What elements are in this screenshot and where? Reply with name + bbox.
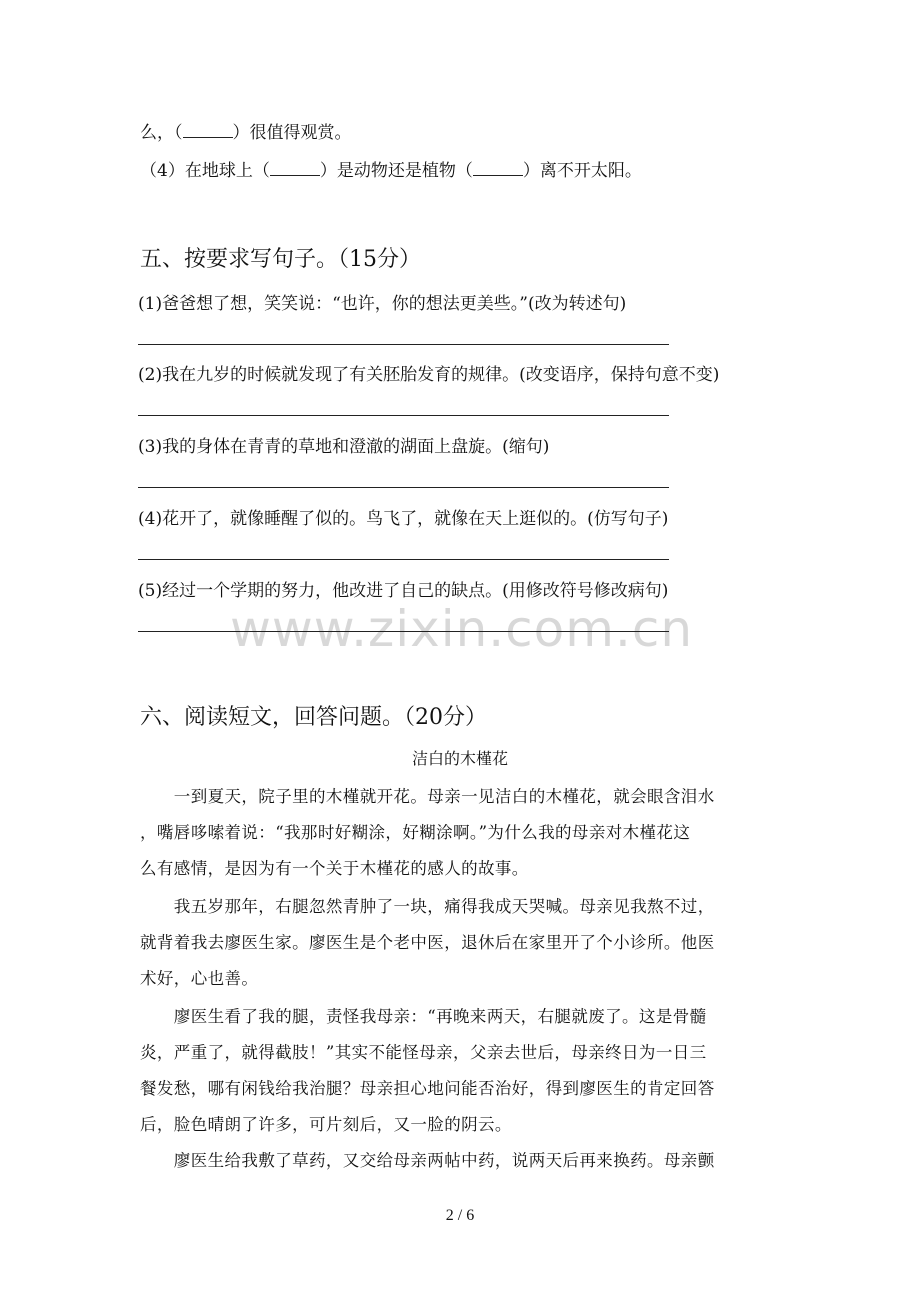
q4-line-1-pre: 么，（ xyxy=(140,123,183,143)
q4-line-2-b: ）是动物还是植物（ xyxy=(319,161,473,181)
passage-line: 廖医生看了我的腿，责怪我母亲：“再晚来两天，右腿就废了。这是骨髓 xyxy=(140,1007,707,1026)
passage-line: 一到夏天，院子里的木槿就开花。母亲一见洁白的木槿花，就会眼含泪水 xyxy=(140,787,715,806)
section-5-item-1: (1)爸爸想了想，笑笑说：“也许，你的想法更美些。”(改为转述句) xyxy=(138,294,627,314)
q4-line-2 xyxy=(140,156,642,181)
section-5-item-2: (2)我在九岁的时候就发现了有关胚胎发育的规律。(改变语序，保持句意不变) xyxy=(138,365,720,385)
answer-blank[interactable] xyxy=(270,161,320,176)
passage-line: 我五岁那年，右腿忽然青肿了一块，痛得我成天哭喊。母亲见我熬不过， xyxy=(140,897,715,916)
page-number: 2 / 6 xyxy=(445,1207,475,1224)
q4-line-1 xyxy=(140,118,352,143)
answer-blank[interactable] xyxy=(183,123,233,138)
answer-line[interactable] xyxy=(138,344,669,345)
passage-line: 炎，严重了，就得截肢！”其实不能怪母亲，父亲去世后，母亲终日为一日三 xyxy=(140,1043,707,1062)
q4-line-1-post: ）很值得观赏。 xyxy=(232,123,352,143)
watermark: www.zixin.com.cn xyxy=(230,600,694,658)
q4-line-2-c: ）离不开太阳。 xyxy=(522,161,642,181)
section-5-item-4: (4)花开了，就像睡醒了似的。鸟飞了，就像在天上逛似的。(仿写句子) xyxy=(138,509,669,529)
passage-line: 廖医生给我敷了草药，又交给母亲两帖中药，说两天后再来换药。母亲颤 xyxy=(140,1151,715,1170)
answer-line[interactable] xyxy=(138,559,669,560)
passage-line: 么有感情，是因为有一个关于木槿花的感人的故事。 xyxy=(140,859,529,878)
passage-line: 餐发愁，哪有闲钱给我治腿？母亲担心地问能否治好，得到廖医生的肯定回答 xyxy=(140,1079,715,1098)
q4-line-2-a: （4）在地球上（ xyxy=(140,161,270,181)
passage-title: 洁白的木槿花 xyxy=(411,749,508,768)
passage-line: 就背着我去廖医生家。廖医生是个老中医，退休后在家里开了个小诊所。他医 xyxy=(140,933,715,952)
section-5-item-3: (3)我的身体在青青的草地和澄澈的湖面上盘旋。(缩句) xyxy=(138,437,550,457)
passage-line: ，嘴唇哆嗦着说：“我那时好糊涂，好糊涂啊。”为什么我的母亲对木槿花这 xyxy=(140,823,691,842)
section-5-heading: 五、按要求写句子。（15分） xyxy=(140,247,421,272)
section-5-item-5: (5)经过一个学期的努力，他改进了自己的缺点。(用修改符号修改病句) xyxy=(138,581,669,601)
passage-line: 术好，心也善。 xyxy=(140,969,259,988)
passage-line: 后，脸色晴朗了许多，可片刻后，又一脸的阴云。 xyxy=(140,1115,512,1134)
answer-line[interactable] xyxy=(138,415,669,416)
answer-line[interactable] xyxy=(138,631,669,632)
answer-line[interactable] xyxy=(138,487,669,488)
answer-blank[interactable] xyxy=(473,161,523,176)
section-6-heading: 六、阅读短文，回答问题。（20分） xyxy=(140,705,487,730)
